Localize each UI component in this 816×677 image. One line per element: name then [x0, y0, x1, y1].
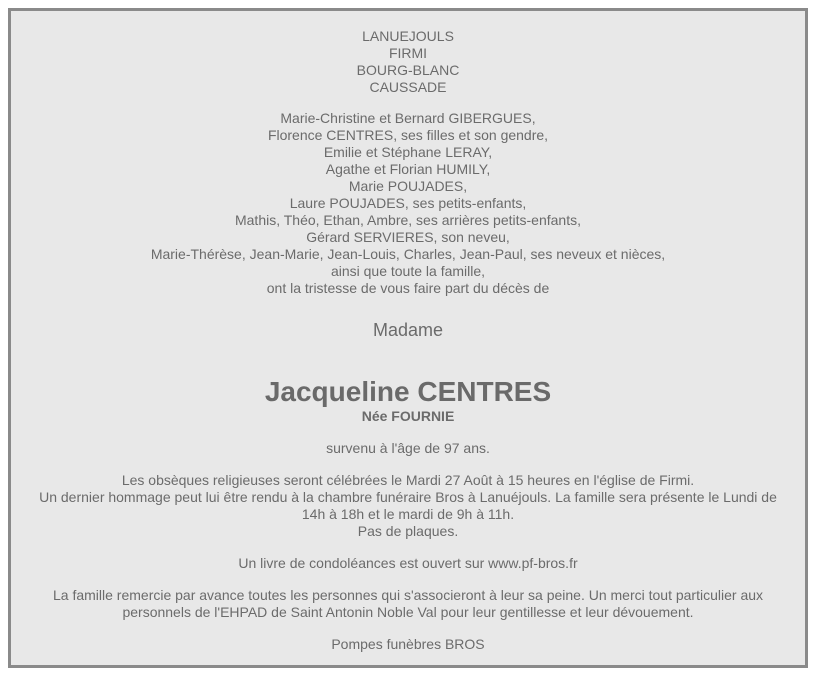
obituary-notice [8, 8, 808, 668]
condolences-line: Un livre de condoléances est ouvert sur www.pf-bros.fr [238, 555, 578, 571]
place-line: LANUEJOULS [362, 28, 454, 44]
place-line: BOURG-BLANC [356, 62, 460, 78]
places-list [11, 11, 805, 96]
deceased-name: Jacqueline CENTRES [264, 376, 552, 407]
maiden-name: Née FOURNIE [361, 408, 455, 424]
family-list [11, 110, 805, 297]
family-line: Florence CENTRES, ses filles et son gendre, [267, 127, 549, 143]
family-line: Marie-Thérèse, Jean-Marie, Jean-Louis, Charles, Jean-Paul, ses neveux et nièces, [150, 246, 666, 262]
family-line: Agathe et Florian HUMILY, [325, 161, 491, 177]
family-line: Mathis, Théo, Ethan, Ambre, ses arrières petits-enfants, [234, 212, 581, 228]
announcement-line: ont la tristesse de vous faire part du décès de [266, 280, 550, 296]
tribute-line: Un dernier hommage peut lui être rendu à la chambre funéraire Bros à Lanuéjouls. La famille sera présente le Lundi de 14h à 18h et le mardi de 9h à 11h. [39, 489, 777, 522]
no-plaques-line: Pas de plaques. [357, 523, 459, 539]
family-line: Marie POUJADES, [348, 178, 468, 194]
place-line: CAUSSADE [369, 79, 447, 95]
age-line: survenu à l'âge de 97 ans. [326, 440, 490, 456]
civility: Madame [372, 320, 444, 340]
funeral-line: Les obsèques religieuses seront célébrées le Mardi 27 Août à 15 heures en l'église de Firmi. [121, 472, 695, 488]
signature: Pompes funèbres BROS [331, 636, 485, 652]
funeral-details [11, 472, 805, 540]
thanks-paragraph: La famille remercie par avance toutes les personnes qui s'associeront à leur sa peine. Un merci tout particulier aux personnels de l'EHPAD de Saint Antonin Noble Val pour leur gentillesse et leur dévouement. [52, 587, 764, 620]
family-line: Laure POUJADES, ses petits-enfants, [289, 195, 527, 211]
place-line: FIRMI [388, 45, 428, 61]
family-line: Marie-Christine et Bernard GIBERGUES, [280, 110, 536, 126]
family-line: Gérard SERVIERES, son neveu, [306, 229, 510, 245]
family-line: ainsi que toute la famille, [330, 263, 486, 279]
family-line: Emilie et Stéphane LERAY, [323, 144, 493, 160]
